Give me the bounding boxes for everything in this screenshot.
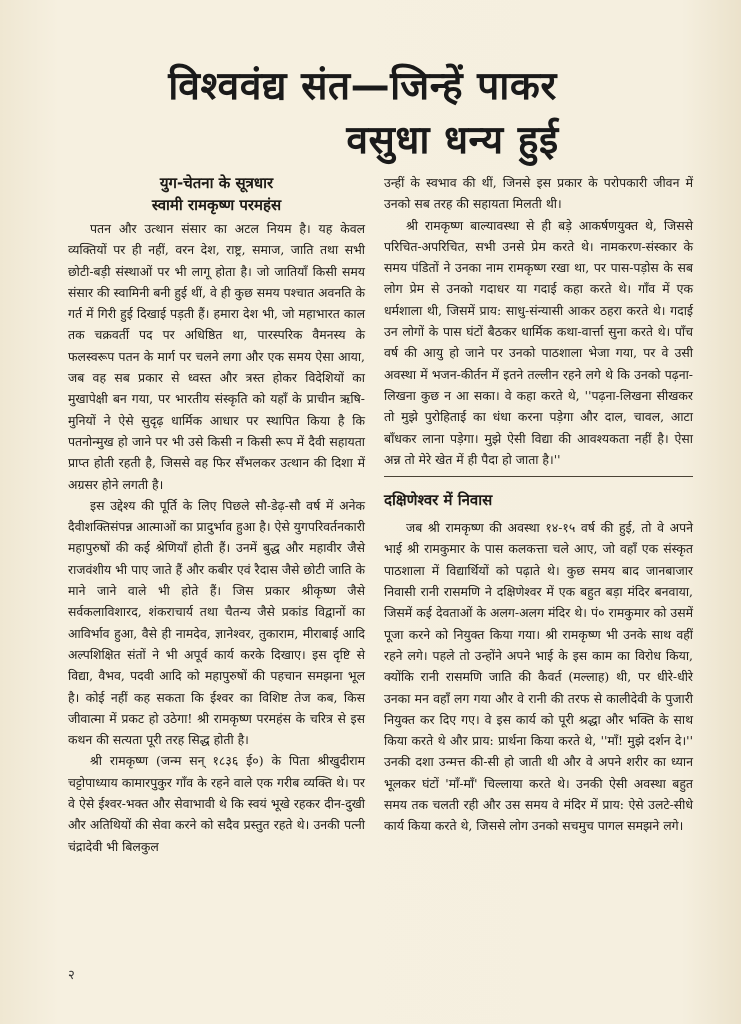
section-divider xyxy=(384,476,693,477)
paragraph: जब श्री रामकृष्ण की अवस्था १४-१५ वर्ष की हुई, तो वे अपने भाई श्री रामकुमार के पास कलकत्ता चले आए, जो वहाँ एक संस्कृत पाठशाला में विद्यार्थियों को पढ़ाते थे। कुछ समय बाद जानबाजार निवासी रानी रासमणि ने दक्षिणेश्वर में एक बहुत बड़ा मंदिर बनवाया, जिसमें कई देवताओं के अलग-अलग मंदिर थे। पं० रामकुमार को उसमें पूजा करने को नियुक्त किया गया। श्री रामकृष्ण भी उनके साथ वहीं रहने लगे। पहले तो उन्होंने अपने भाई के इस काम का विरोध किया, क्योंकि रानी रासमणि जाति की कैवर्त (मल्लाह) थी, पर धीरे-धीरे उनका मन वहाँ लग गया और वे रानी की तरफ से कालीदेवी के पुजारी नियुक्त कर दिए गए। वे इस कार्य को पूरी श्रद्धा और भक्ति के साथ किया करते थे और प्राय: प्रार्थना किया करते थे, ''माँ! मुझे दर्शन दे।'' उनकी दशा उन्मत्त की-सी हो जाती थी और वे अपने शरीर का ध्यान भूलकर घंटों 'माँ-माँ' चिल्लाया करते थे। उनकी ऐसी अवस्था बहुत समय तक चलती रही और उस समय वे मंदिर में प्राय: ऐसे उलटे-सीधे कार्य किया करते थे, जिससे लोग उनको सचमुच पागल समझने लगे। xyxy=(384,520,693,834)
section-heading-ramakrishna: स्वामी रामकृष्ण परमहंस xyxy=(151,196,282,214)
left-column xyxy=(68,172,365,857)
section-heading-yug-chetna: युग-चेतना के सूत्रधार xyxy=(159,174,274,192)
article-title-line2: वसुधा धन्य हुई xyxy=(346,118,559,163)
section-heading-dakshineswar: दक्षिणेश्वर में निवास xyxy=(384,491,493,510)
paragraph: श्री रामकृष्ण (जन्म सन् १८३६ ई०) के पिता श्रीखुदीराम चट्टोपाध्याय कामारपुकुर गाँव के रहने वाले एक गरीब व्यक्ति थे। पर वे ऐसे ईश्वर-भक्त और सेवाभावी थे कि स्वयं भूखे रहकर दीन-दुखी और अतिथियों की सेवा करने को सदैव प्रस्तुत रहते थे। उनकी पत्नी चंद्रादेवी भी बिलकुल xyxy=(68,753,365,854)
paragraph: उन्हीं के स्वभाव की थीं, जिनसे इस प्रकार के परोपकारी जीवन में उनको सब तरह की सहायता मिलती थी। xyxy=(384,175,693,212)
paragraph: पतन और उत्थान संसार का अटल नियम है। यह केवल व्यक्तियों पर ही नहीं, वरन देश, राष्ट्र, समाज, जाति तथा सभी छोटी-बड़ी संस्थाओं पर भी लागू होता है। जो जातियाँ किसी समय संसार की स्वामिनी बनी हुई थीं, वे ही कुछ समय पश्चात अवनति के गर्त में गिरी हुई दिखाई पड़ती हैं। हमारा देश भी, जो महाभारत काल तक चक्रवर्ती पद पर अधिष्ठित था, पारस्परिक वैमनस्य के फलस्वरूप पतन के मार्ग पर चलने लगा और एक समय ऐसा आया, जब वह सब प्रकार से ध्वस्त और त्रस्त होकर विदेशियों का मुखापेक्षी बन गया, पर भारतीय संस्कृति को यहाँ के प्राचीन ऋषि-मुनियों ने ऐसे सुदृढ़ धार्मिक आधार पर स्थापित किया है कि पतनोन्मुख हो जाने पर भी उसे किसी न किसी रूप में दैवी सहायता प्राप्त होती रहती है, जिससे वह फिर सँभलकर उत्थान की दिशा में अग्रसर होने लगती है। xyxy=(68,221,365,492)
article-title-line1: विश्ववंद्य संत—जिन्हें पाकर xyxy=(168,64,557,109)
page-number: २ xyxy=(68,968,75,983)
paragraph: इस उद्देश्य की पूर्ति के लिए पिछले सौ-डेढ़-सौ वर्ष में अनेक दैवीशक्तिसंपन्न आत्माओं का प्रादुर्भाव हुआ है। ऐसे युगपरिवर्तनकारी महापुरुषों की कई श्रेणियाँ होती हैं। उनमें बुद्ध और महावीर जैसे राजवंशीय भी पाए जाते हैं और कबीर एवं रैदास जैसे छोटी जाति के माने जाने वाले भी होते हैं। जिस प्रकार श्रीकृष्ण जैसे सर्वकलाविशारद, शंकराचार्य तथा चैतन्य जैसे प्रकांड विद्वानों का आविर्भाव हुआ, वैसे ही नामदेव, ज्ञानेश्वर, तुकाराम, मीराबाई आदि अल्पशिक्षित संतों ने भी अपूर्व कार्य करके दिखाए। इस दृष्टि से विद्या, वैभव, पदवी आदि को महापुरुषों की पहचान समझना भूल है। कोई नहीं कह सकता कि ईश्वर का विशिष्ट तेज कब, किस जीवात्मा में प्रकट हो उठेगा! श्री रामकृष्ण परमहंस के चरित्र से इस कथन की सत्यता पूरी तरह सिद्ध होती है। xyxy=(68,497,365,748)
paragraph: श्री रामकृष्ण बाल्यावस्था से ही बड़े आकर्षणयुक्त थे, जिससे परिचित-अपरिचित, सभी उनसे प्रेम करते थे। नामकरण-संस्कार के समय पंडितों ने उनका नाम रामकृष्ण रखा था, पर पास-पड़ोस के सब लोग प्रेम से उनको गदाधर या गदाई कहा करते थे। गाँव में एक धर्मशाला थी, जिसमें प्राय: साधु-संन्यासी आकर ठहरा करते थे। गदाई उन लोगों के पास घंटों बैठकर धार्मिक कथा-वार्त्ता सुना करते थे। पाँच वर्ष की आयु हो जाने पर उनको पाठशाला भेजा गया, पर वे उसी अवस्था में भजन-कीर्तन में इतने तल्लीन रहने लगे थे कि उनको पढ़ना-लिखना कुछ न आ सका। वे कहा करते थे, ''पढ़ना-लिखना सीखकर तो मुझे पुरोहिताई का धंधा करना पड़ेगा और दाल, चावल, आटा बाँधकर लाना पड़ेगा। मुझे ऐसी विद्या की आवश्यकता नहीं है। ऐसा अन्न तो मेरे खेत में ही पैदा हो जाता है।'' xyxy=(384,217,693,467)
right-column xyxy=(384,172,693,837)
